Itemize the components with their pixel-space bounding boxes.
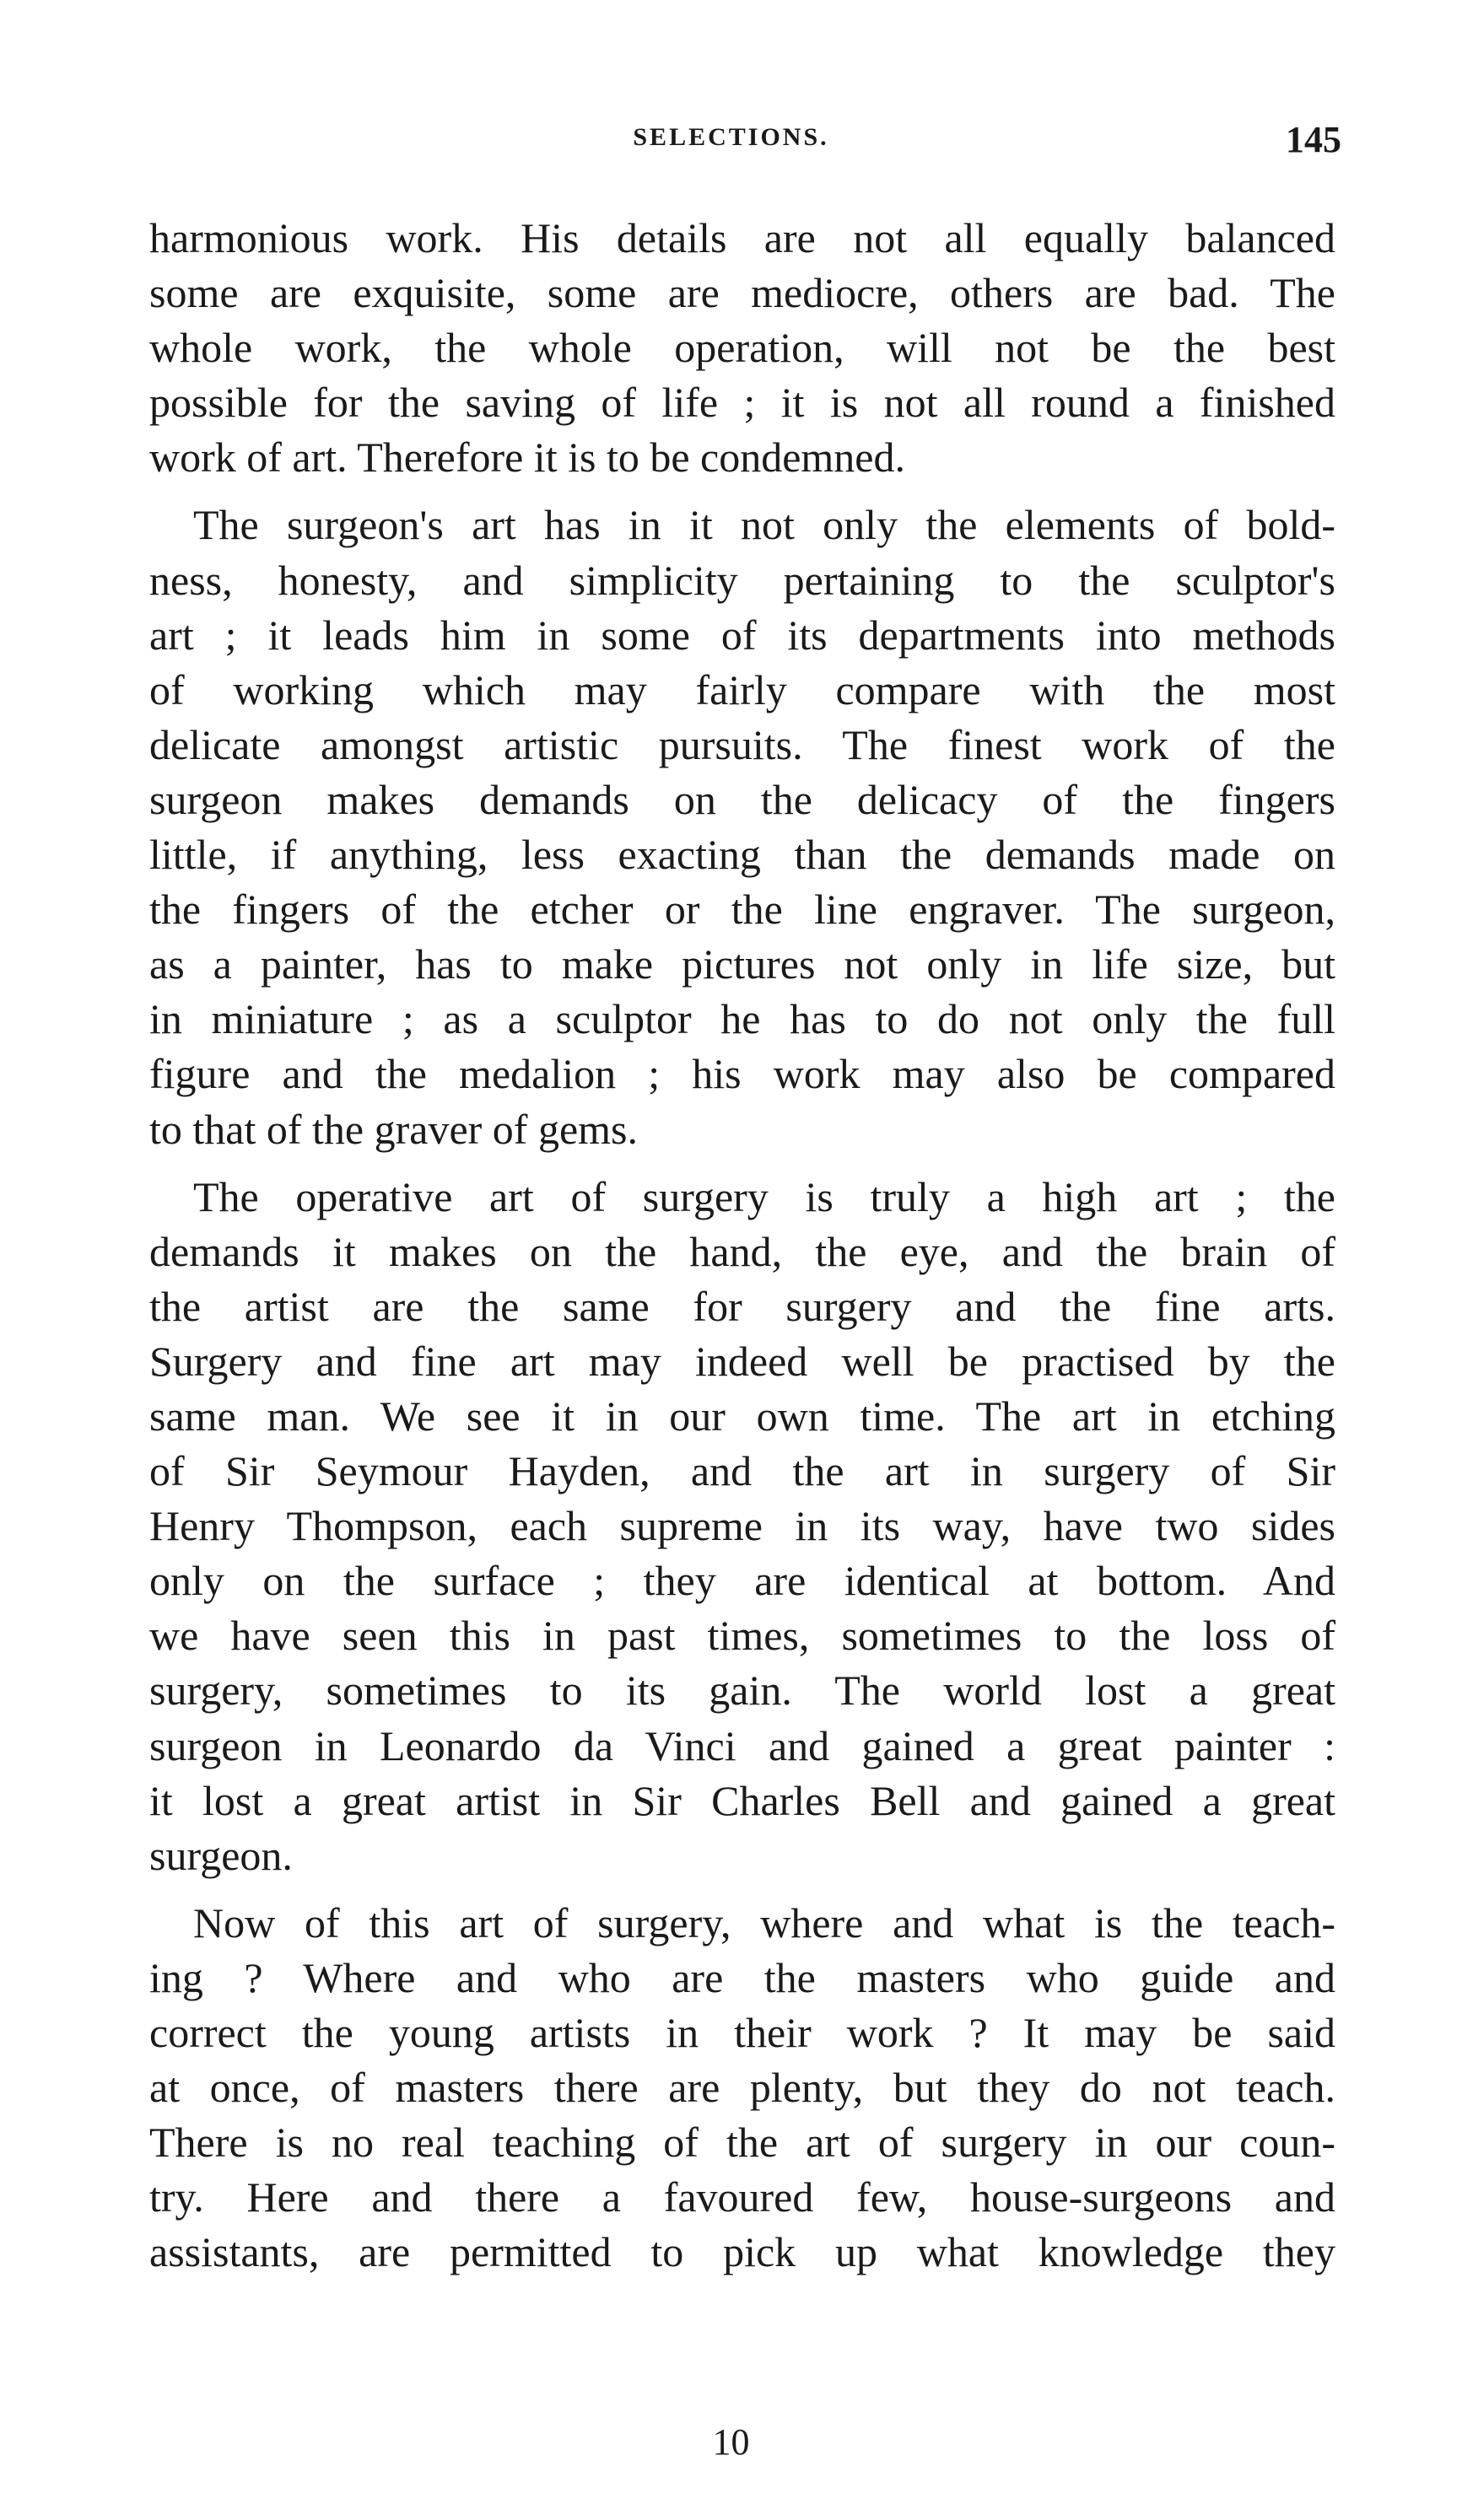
text-line: Now of this art of surgery, where and what is the teach-: [193, 1898, 1335, 1947]
text-line: The surgeon's art has in it not only the elements of bold-: [193, 501, 1335, 549]
text-line: ing ? Where and who are the masters who guide and: [149, 1953, 1335, 2001]
text-line: we have seen this in past times, sometimes to the loss of: [149, 1612, 1335, 1660]
text-line: same man. We see it in our own time. The art in etching: [149, 1392, 1335, 1440]
text-line: delicate amongst artistic pursuits. The finest work of the: [149, 720, 1335, 768]
text-line: try. Here and there a favoured few, house-surgeons and: [149, 2173, 1335, 2221]
text-line: ness, honesty, and simplicity pertaining to the sculptor's: [149, 556, 1335, 604]
text-line: whole work, the whole operation, will not be the best: [149, 324, 1335, 372]
text-line: demands it makes on the hand, the eye, and the brain of: [149, 1227, 1335, 1275]
text-line: Henry Thompson, each supreme in its way, have two sides: [149, 1502, 1335, 1550]
running-head: [0, 118, 1462, 169]
text-line: in miniature ; as a sculptor he has to do not only the full: [149, 995, 1335, 1043]
page-number: 145: [1286, 119, 1341, 160]
text-line: possible for the saving of life ; it is not all round a finished: [149, 379, 1335, 427]
text-line: work of art. Therefore it is to be condemned.: [149, 433, 905, 482]
text-line: assistants, are permitted to pick up what knowledge they: [149, 2228, 1335, 2276]
text-line: to that of the graver of gems.: [149, 1105, 638, 1153]
text-line: figure and the medalion ; his work may also be compared: [149, 1050, 1335, 1098]
text-line: of working which may fairly compare with the most: [149, 665, 1335, 713]
text-line: little, if anything, less exacting than the demands made on: [149, 831, 1335, 879]
paragraph-2: [149, 498, 1335, 1156]
text-line: of Sir Seymour Hayden, and the art in surgery of Sir: [149, 1447, 1335, 1495]
text-line: correct the young artists in their work ? It may be said: [149, 2009, 1335, 2056]
section-title: SELECTIONS.: [633, 123, 829, 151]
text-line: the fingers of the etcher or the line engraver. The surgeon,: [149, 886, 1335, 934]
signature-mark: 10: [712, 2421, 750, 2463]
text-line: The operative art of surgery is truly a high art ; the: [193, 1172, 1335, 1220]
text-line: Surgery and fine art may indeed well be practised by the: [149, 1337, 1335, 1385]
text-line: only on the surface ; they are identical at bottom. And: [149, 1557, 1335, 1605]
paragraph-3: [149, 1170, 1335, 1883]
text-line: at once, of masters there are plenty, but they do not teach.: [149, 2064, 1335, 2112]
text-line: There is no real teaching of the art of surgery in our coun-: [149, 2119, 1335, 2167]
text-line: some are exquisite, some are mediocre, others are bad. The: [149, 269, 1335, 317]
text-line: surgeon.: [149, 1831, 293, 1879]
text-line: surgeon makes demands on the delicacy of the fingers: [149, 775, 1335, 823]
text-line: surgery, sometimes to its gain. The world lost a great: [149, 1667, 1335, 1715]
text-line: art ; it leads him in some of its departments into methods: [149, 611, 1335, 659]
text-line: surgeon in Leonardo da Vinci and gained a great painter :: [149, 1721, 1335, 1769]
paragraph-1: [149, 211, 1335, 485]
text-line: as a painter, has to make pictures not only in life size, but: [149, 940, 1335, 988]
paragraph-4: [149, 1896, 1335, 2280]
text-line: the artist are the same for surgery and the fine arts.: [149, 1282, 1335, 1330]
text-line: harmonious work. His details are not all equally balanced: [149, 214, 1335, 261]
text-line: it lost a great artist in Sir Charles Bell and gained a great: [149, 1776, 1335, 1824]
body-text: [149, 211, 1335, 2292]
